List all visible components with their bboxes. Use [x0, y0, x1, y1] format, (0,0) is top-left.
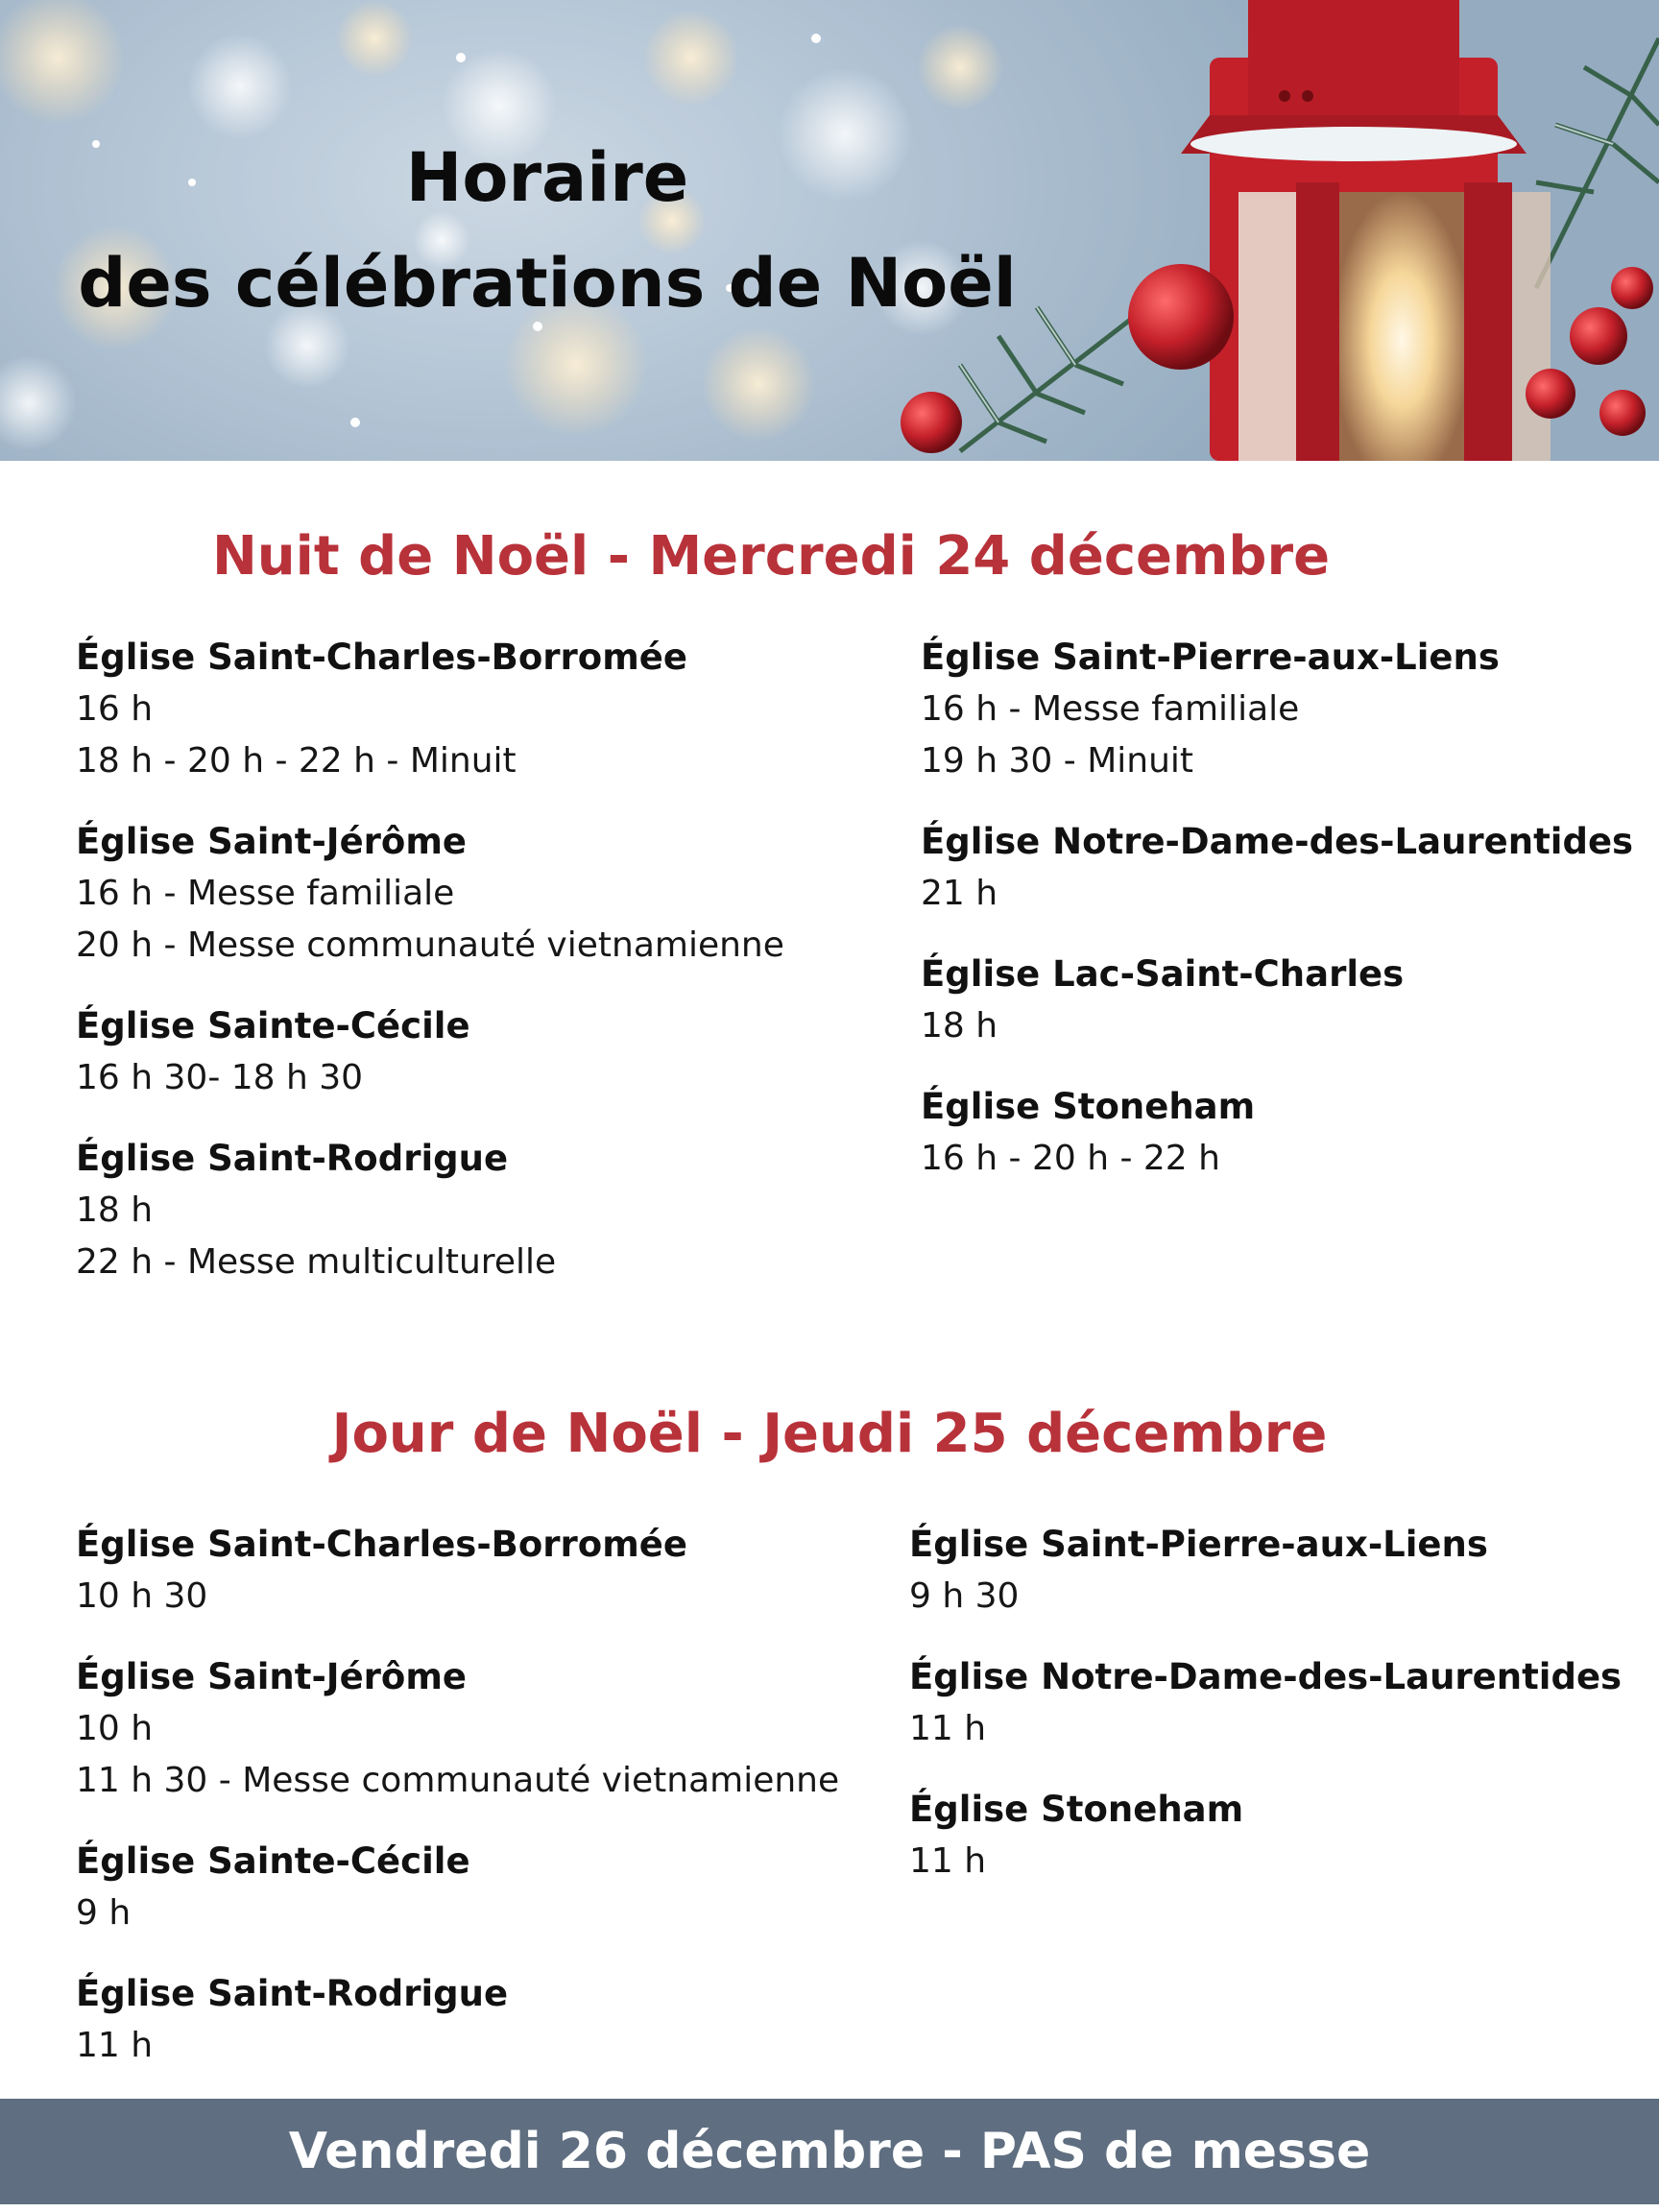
church-name: Église Notre-Dame-des-Laurentides: [921, 821, 1634, 862]
mass-time: 19 h 30 - Minuit: [921, 741, 1194, 781]
mass-time: 9 h 30: [909, 1576, 1020, 1616]
church-name: Église Saint-Jérôme: [76, 1656, 467, 1697]
night-right-column: [921, 632, 1650, 1214]
church-entry: [76, 1836, 882, 1939]
church-name: Église Sainte-Cécile: [76, 1840, 470, 1882]
church-name: Église Notre-Dame-des-Laurentides: [909, 1656, 1623, 1697]
church-entry: [921, 949, 1650, 1052]
mass-time: 20 h - Messe communauté vietnamienne: [76, 926, 784, 965]
title-line-2: des célébrations de Noël: [78, 244, 1017, 323]
church-name: Église Stoneham: [909, 1789, 1244, 1830]
mass-time: 10 h 30: [76, 1576, 208, 1616]
church-entry: [909, 1651, 1639, 1755]
mass-time: 11 h: [909, 1709, 987, 1748]
mass-time: 16 h - Messe familiale: [76, 874, 455, 913]
church-entry: [76, 632, 863, 787]
header-banner: [0, 0, 1659, 461]
mass-time: 18 h: [921, 1006, 998, 1046]
church-entry: [76, 1519, 882, 1623]
church-name: Église Sainte-Cécile: [76, 1005, 470, 1046]
church-entry: [909, 1519, 1639, 1623]
church-name: Église Saint-Charles-Borromée: [76, 637, 687, 678]
mass-time: 11 h: [909, 1841, 987, 1881]
mass-time: 9 h: [76, 1893, 132, 1933]
church-name: Église Saint-Jérôme: [76, 821, 467, 862]
mass-time: 22 h - Messe multiculturelle: [76, 1242, 557, 1282]
church-name: Église Saint-Rodrigue: [76, 1973, 509, 2014]
footer-notice-bar: [0, 2099, 1659, 2204]
church-entry: [76, 1651, 882, 1807]
section-heading-day: Jour de Noël - Jeudi 25 décembre: [331, 1403, 1328, 1465]
church-name: Église Stoneham: [921, 1086, 1256, 1127]
church-name: Église Saint-Pierre-aux-Liens: [921, 637, 1500, 678]
church-entry: [909, 1784, 1639, 1887]
mass-time: 16 h: [76, 689, 154, 729]
mass-time: 18 h: [76, 1190, 154, 1230]
mass-time: 16 h - Messe familiale: [921, 689, 1300, 729]
mass-time: 18 h - 20 h - 22 h - Minuit: [76, 741, 517, 781]
church-entry: [921, 632, 1650, 787]
church-entry: [76, 1000, 863, 1104]
church-name: Église Saint-Pierre-aux-Liens: [909, 1524, 1488, 1565]
church-entry: [921, 1081, 1650, 1185]
mass-time: 11 h: [76, 2026, 154, 2065]
church-entry: [76, 1968, 882, 2072]
day-left-column: [76, 1519, 882, 2101]
section-heading-night: Nuit de Noël - Mercredi 24 décembre: [211, 525, 1331, 588]
mass-time: 10 h: [76, 1709, 154, 1748]
footer-notice-text: Vendredi 26 décembre - PAS de messe: [288, 2123, 1371, 2180]
church-name: Église Saint-Rodrigue: [76, 1138, 509, 1179]
night-left-column: [76, 632, 863, 1317]
mass-time: 21 h: [921, 874, 998, 913]
mass-time: 16 h 30- 18 h 30: [76, 1058, 364, 1097]
church-name: Église Saint-Charles-Borromée: [76, 1524, 687, 1565]
title-line-1: Horaire: [405, 138, 689, 217]
mass-time: 16 h - 20 h - 22 h: [921, 1139, 1220, 1178]
day-right-column: [909, 1519, 1639, 1916]
church-entry: [76, 816, 863, 972]
church-name: Église Lac-Saint-Charles: [921, 953, 1405, 995]
page-title: [0, 125, 1094, 336]
mass-time: 11 h 30 - Messe communauté vietnamienne: [76, 1761, 840, 1800]
church-entry: [921, 816, 1650, 920]
church-entry: [76, 1133, 863, 1288]
